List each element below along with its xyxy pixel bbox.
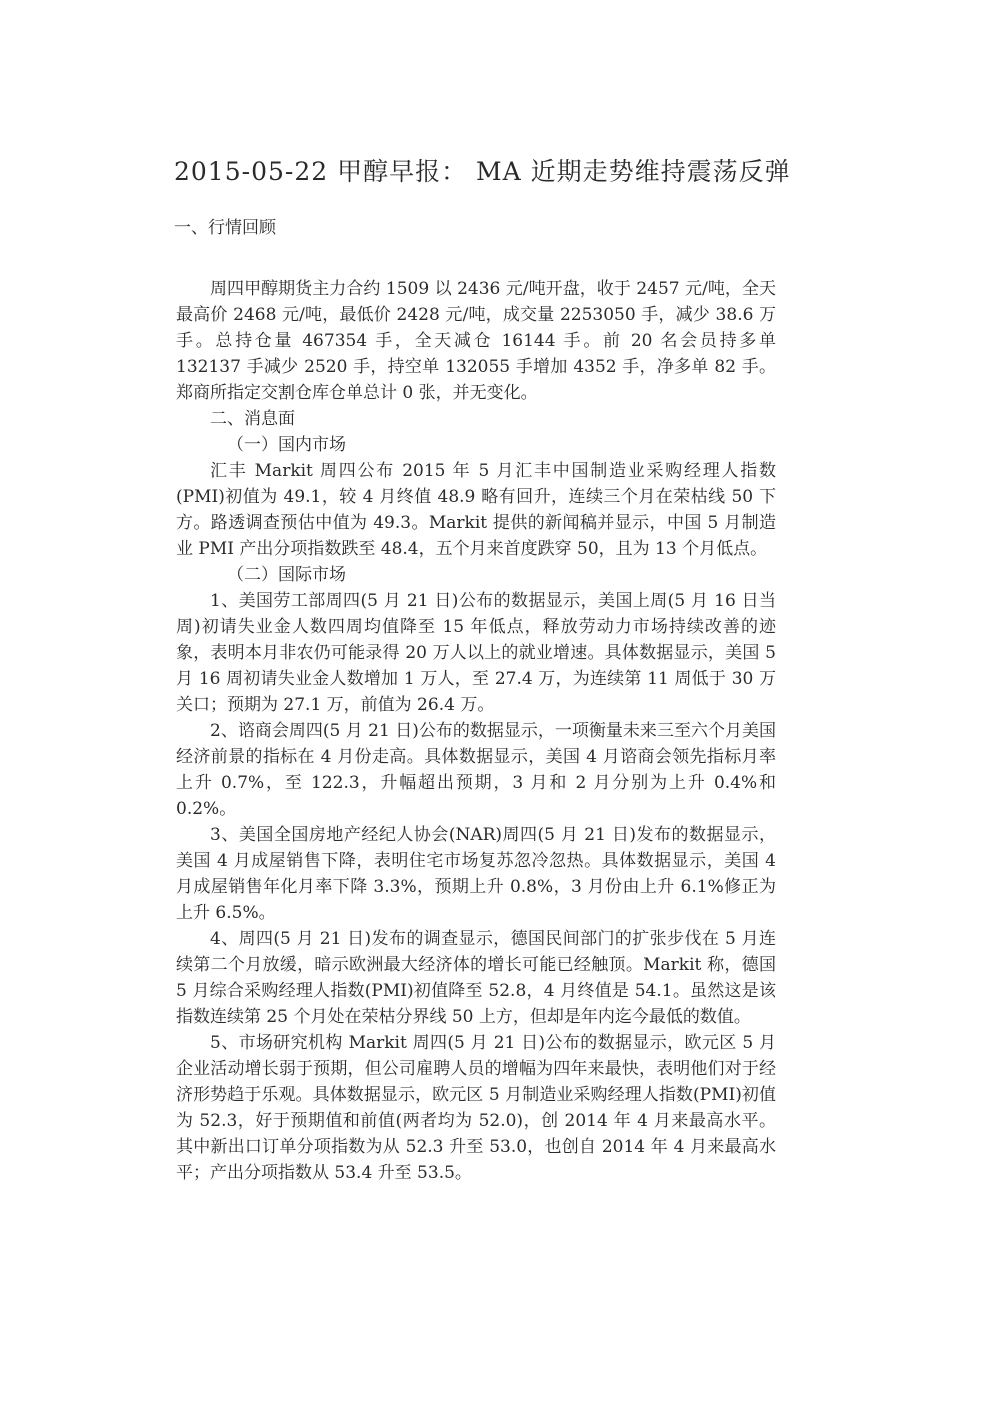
paragraph-intl-5: 5、市场研究机构 Markit 周四(5 月 21 日)公布的数据显示，欧元区 5 月企业活动增长弱于预期，但公司雇聘人员的增幅为四年来最快，表明他们对于经济形势趋于乐观。具体数据显示，欧元区 5 月制造业采购经理人指数(PMI)初值为 52.3，好于预期值和前值(两者均为 52.0)，创 2014 年 4 月来最高水平。其中新出口订单分项指数为从 52.3 升至 53.0，也创自 2014 年 4 月来最高水平；产出分项指数从 53.4 升至 53.5。 xyxy=(176,1033,776,1183)
section-heading-news: 二、消息面 xyxy=(210,409,295,429)
paragraph-intl-2: 2、谘商会周四(5 月 21 日)公布的数据显示，一项衡量未来三至六个月美国经济前景的指标在 4 月份走高。具体数据显示，美国 4 月谘商会领先指标月率上升 0.7%，至 122.3，升幅超出预期，3 月和 2 月分别为上升 0.4%和 0.2%。 xyxy=(176,721,776,819)
paragraph-intl-1: 1、美国劳工部周四(5 月 21 日)公布的数据显示，美国上周(5 月 16 日当周)初请失业金人数四周均值降至 15 年低点，释放劳动力市场持续改善的迹象，表明本月非农仍可能录得 20 万人以上的就业增速。具体数据显示，美国 5 月 16 周初请失业金人数增加 1 万人，至 27.4 万，为连续第 11 周低于 30 万关口；预期为 27.1 万，前值为 26.4 万。 xyxy=(176,591,776,715)
document-body xyxy=(176,276,776,1186)
paragraph-intl-4: 4、周四(5 月 21 日)发布的调查显示，德国民间部门的扩张步伐在 5 月连续第二个月放缓，暗示欧洲最大经济体的增长可能已经触顶。Markit 称，德国 5 月综合采购经理人指数(PMI)初值降至 52.8，4 月终值是 54.1。虽然这是该指数连续第 25 个月处在荣枯分界线 50 上方，但却是年内迄今最低的数值。 xyxy=(176,929,776,1027)
section-heading-market-review: 一、行情回顾 xyxy=(174,218,276,238)
paragraph-domestic: 汇丰 Markit 周四公布 2015 年 5 月汇丰中国制造业采购经理人指数(PMI)初值为 49.1，较 4 月终值 48.9 略有回升，连续三个月在荣枯线 50 下方。路透调查预估中值为 49.3。Markit 提供的新闻稿并显示，中国 5 月制造业 PMI 产出分项指数跌至 48.4，五个月来首度跌穿 50，且为 13 个月低点。 xyxy=(176,461,776,559)
subsection-heading-international: （二）国际市场 xyxy=(227,565,346,585)
paragraph-market-review: 周四甲醇期货主力合约 1509 以 2436 元/吨开盘，收于 2457 元/吨，全天最高价 2468 元/吨，最低价 2428 元/吨，成交量 2253050 手，减少 38.6 万手。总持仓量 467354 手，全天减仓 16144 手。前 20 名会员持多单 132137 手减少 2520 手，持空单 132055 手增加 4352 手，净多单 82 手。郑商所指定交割仓库仓单总计 0 张，并无变化。 xyxy=(176,279,776,403)
paragraph-intl-3: 3、美国全国房地产经纪人协会(NAR)周四(5 月 21 日)发布的数据显示，美国 4 月成屋销售下降，表明住宅市场复苏忽冷忽热。具体数据显示，美国 4 月成屋销售年化月率下降 3.3%，预期上升 0.8%，3 月份由上升 6.1%修正为上升 6.5%。 xyxy=(176,825,776,923)
document-title: 2015-05-22 甲醇早报： MA 近期走势维持震荡反弹 xyxy=(174,157,791,186)
subsection-heading-domestic: （一）国内市场 xyxy=(227,435,346,455)
